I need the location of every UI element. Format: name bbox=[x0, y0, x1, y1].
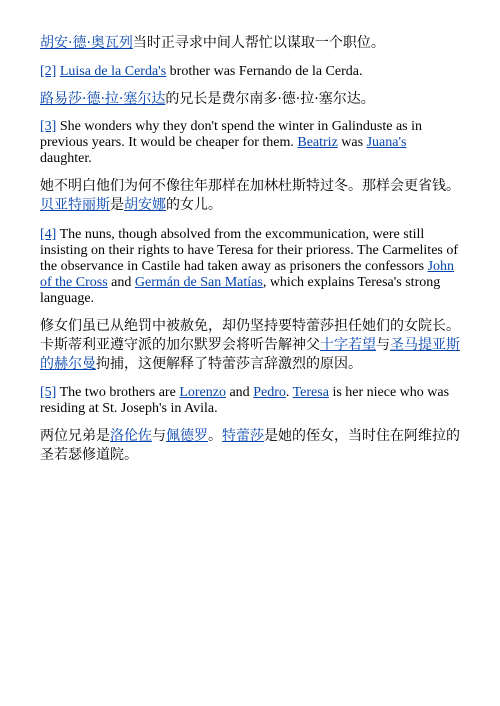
link-luisa-de-la-cerda[interactable]: Luisa de la Cerda's bbox=[59, 64, 167, 79]
link-juana[interactable]: Juana's bbox=[366, 135, 407, 150]
footnote-ref-4[interactable]: [4] bbox=[40, 227, 57, 242]
link-john-of-the-cross[interactable]: John of the Cross bbox=[40, 259, 455, 290]
link-teresa[interactable]: Teresa bbox=[292, 385, 329, 400]
paragraph-text: 与 bbox=[152, 428, 166, 444]
paragraph-text: The two brothers are bbox=[56, 385, 180, 400]
paragraph-en-4 bbox=[40, 227, 460, 307]
paragraph-text: 拘捕，这便解释了特蕾莎言辞激烈的原因。 bbox=[96, 356, 362, 372]
paragraph-text: brother was Fernando de la Cerda. bbox=[166, 64, 363, 79]
link-juana-zh[interactable]: 胡安娜 bbox=[124, 197, 166, 213]
link-lorenzo[interactable]: Lorenzo bbox=[179, 385, 226, 400]
paragraph-text: 与 bbox=[376, 337, 390, 353]
paragraph-en-3 bbox=[40, 119, 460, 167]
paragraph-text: , which explains Teresa's strong language. bbox=[40, 275, 441, 306]
paragraph-en-2 bbox=[40, 64, 460, 80]
paragraph-zh-4 bbox=[40, 317, 460, 374]
link-lorenzo-zh[interactable]: 洛伦佐 bbox=[110, 428, 152, 444]
paragraph-text: was bbox=[337, 135, 367, 150]
link-juan-de-ovalle[interactable]: 胡安·德·奥瓦列 bbox=[40, 35, 133, 51]
footnote-ref-2[interactable]: [2] bbox=[40, 64, 57, 79]
link-teresa-zh[interactable]: 特蕾莎 bbox=[222, 428, 264, 444]
paragraph-en-5 bbox=[40, 385, 460, 417]
link-german-de-san-matias-zh[interactable]: 圣马提亚斯的赫尔曼 bbox=[40, 337, 460, 372]
paragraph-text: daughter. bbox=[40, 151, 92, 166]
link-beatriz[interactable]: Beatriz bbox=[297, 135, 338, 150]
paragraph-zh-3 bbox=[40, 177, 460, 215]
paragraph-text: 。 bbox=[208, 428, 222, 444]
paragraph-text: and bbox=[225, 385, 254, 400]
paragraph-zh-5 bbox=[40, 427, 460, 465]
paragraph-text: . bbox=[285, 385, 293, 400]
paragraph-text: 是她的侄女，当时住在阿维拉的圣若瑟修道院。 bbox=[40, 428, 460, 463]
link-luisa-de-la-cerda-zh[interactable]: 路易莎·德·拉·塞尔达 bbox=[40, 91, 166, 107]
document-body bbox=[40, 34, 460, 475]
paragraph-zh-2 bbox=[40, 90, 460, 109]
paragraph-text: 两位兄弟是 bbox=[40, 428, 110, 444]
paragraph-text: 的女儿。 bbox=[166, 197, 222, 213]
paragraph-text: 是 bbox=[110, 197, 124, 213]
footnote-ref-3[interactable]: [3] bbox=[40, 119, 57, 134]
paragraph-text: is her niece who was residing at St. Joseph's in Avila. bbox=[40, 385, 450, 416]
link-john-of-the-cross-zh[interactable]: 十字若望 bbox=[320, 337, 376, 353]
footnote-ref-5[interactable]: [5] bbox=[40, 385, 57, 400]
paragraph-text: She wonders why they don't spend the winter in Galinduste as in previous years. It would be cheaper for them. bbox=[40, 119, 423, 150]
link-pedro[interactable]: Pedro bbox=[253, 385, 286, 400]
paragraph-text: 当时正寻求中间人帮忙以谋取一个职位。 bbox=[132, 35, 385, 51]
paragraph-text: 修女们虽已从绝罚中被赦免，却仍坚持要特蕾莎担任她们的女院长。卡斯蒂利亚遵守派的加尔默罗会将听告解神父 bbox=[40, 318, 460, 353]
paragraph-text: and bbox=[107, 275, 135, 290]
paragraph-text: The nuns, though absolved from the excommunication, were still insisting on their rights to have Teresa for their prioress. The Carmelites of the observance in Castile had taken away as prisoners the confessors bbox=[40, 227, 459, 274]
link-beatriz-zh[interactable]: 贝亚特丽斯 bbox=[40, 197, 110, 213]
paragraph-zh-1 bbox=[40, 34, 460, 53]
link-german-de-san-matias[interactable]: Germán de San Matías bbox=[134, 275, 263, 290]
link-pedro-zh[interactable]: 佩德罗 bbox=[166, 428, 208, 444]
paragraph-text: 她不明白他们为何不像往年那样在加林杜斯特过冬。那样会更省钱。 bbox=[40, 178, 460, 194]
paragraph-text: 的兄长是费尔南多·德·拉·塞尔达。 bbox=[165, 91, 375, 107]
